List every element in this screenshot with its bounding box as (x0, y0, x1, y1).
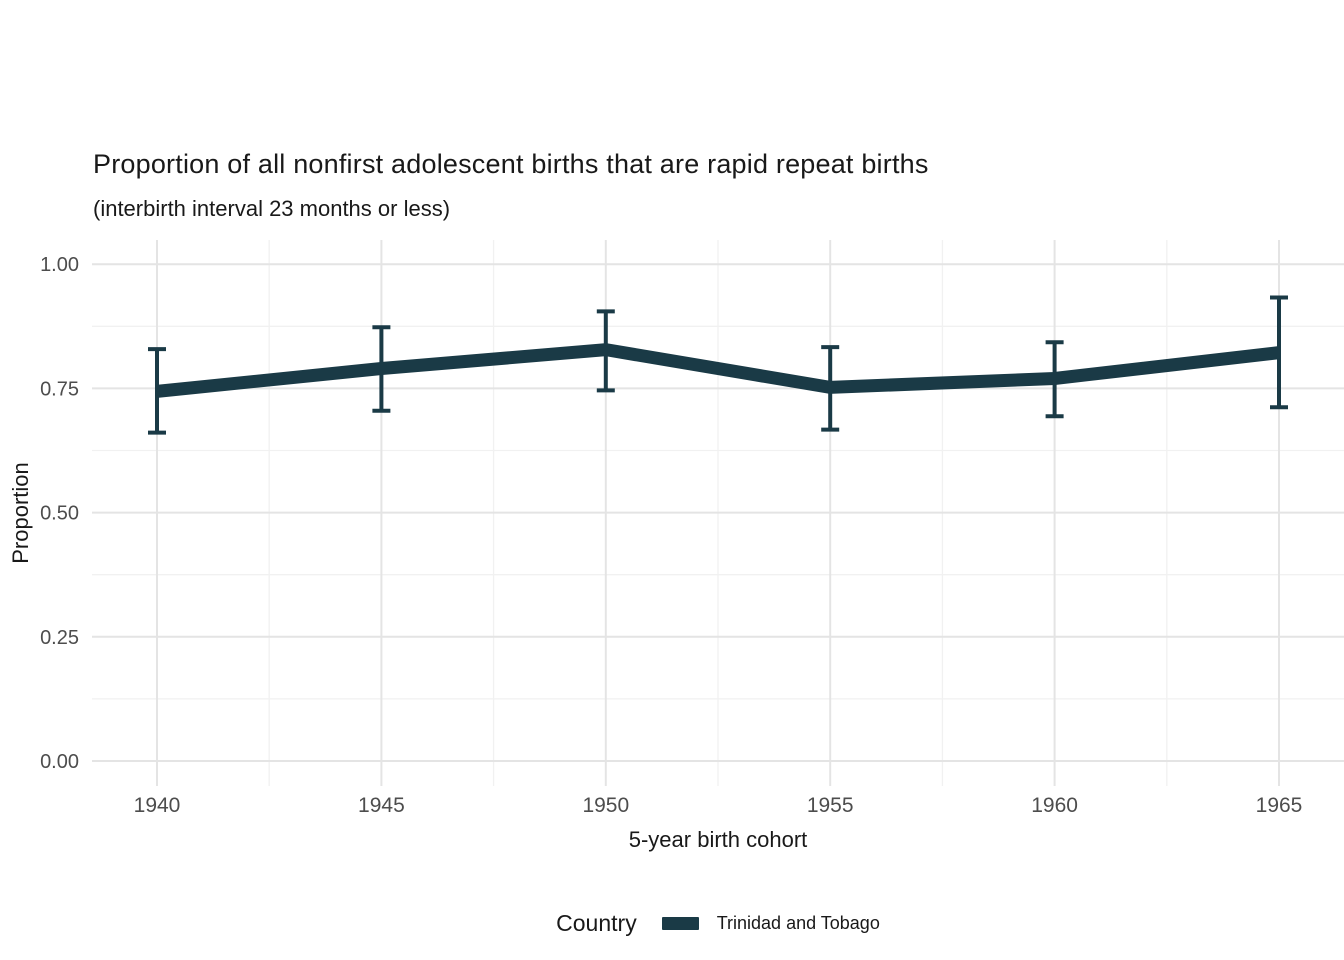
x-tick-label: 1960 (1031, 794, 1078, 817)
y-tick-label: 0.75 (40, 378, 79, 401)
y-tick-label: 0.00 (40, 751, 79, 773)
legend-key-swatch (662, 917, 699, 930)
y-tick-label: 0.25 (40, 626, 79, 649)
y-tick-label: 1.00 (40, 254, 79, 277)
x-tick-label: 1955 (806, 794, 854, 817)
x-axis-title: 5-year birth cohort (628, 827, 808, 852)
x-tick-label: 1945 (358, 794, 405, 817)
y-tick-label: 0.50 (40, 502, 79, 525)
x-tick-label: 1950 (582, 794, 630, 817)
legend (92, 903, 1344, 943)
x-tick-label: 1965 (1255, 794, 1303, 817)
x-tick-label: 1940 (133, 794, 181, 817)
legend-title: Country (556, 909, 637, 936)
legend-entry-label: Trinidad and Tobago (716, 912, 880, 933)
y-axis-title: Proportion (8, 462, 33, 564)
chart-subtitle: (interbirth interval 23 months or less) (93, 196, 451, 221)
chart-title: Proportion of all nonfirst adolescent births that are rapid repeat births (93, 149, 929, 179)
